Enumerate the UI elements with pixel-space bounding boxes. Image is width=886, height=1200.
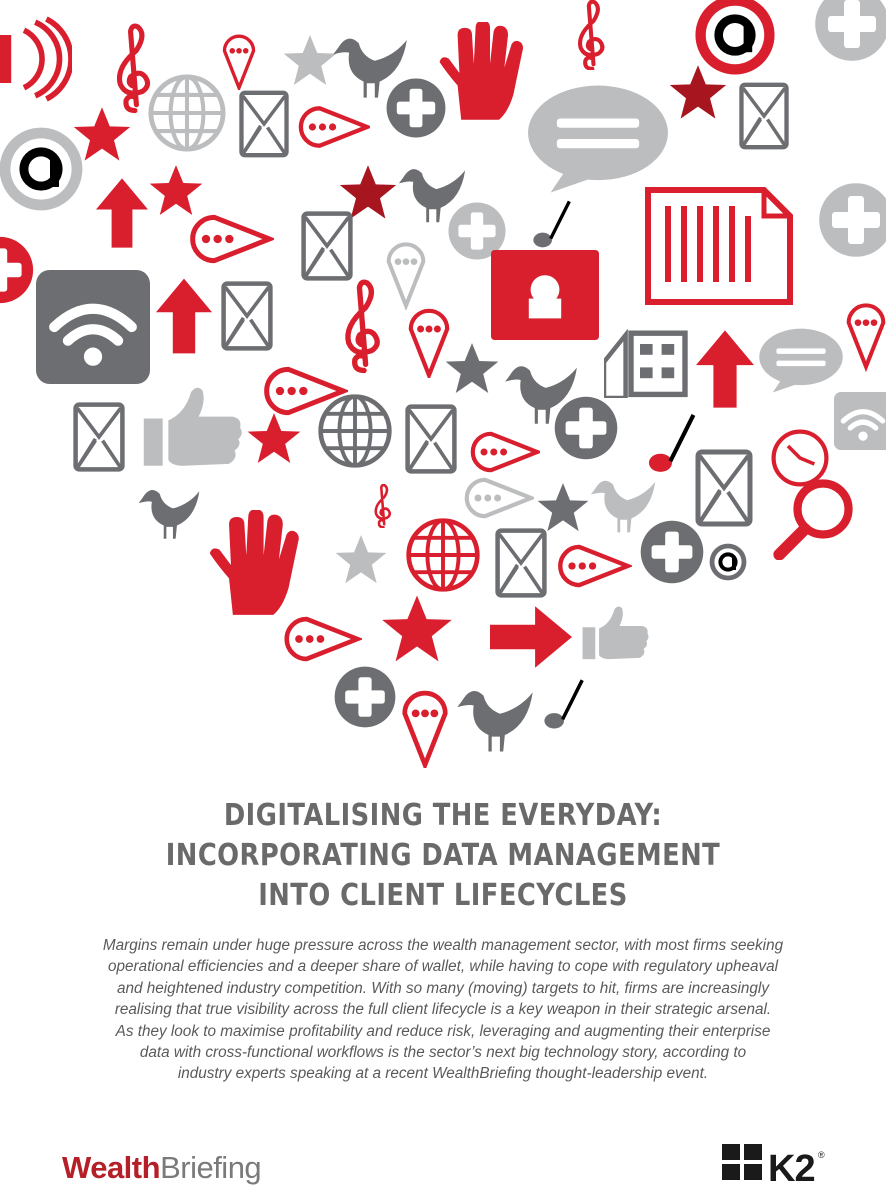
intro-line: As they look to maximise profitability and reduce risk, leveraging and augmenting their enterprise (115, 1022, 771, 1040)
headline-line-3: INTO CLIENT LIFECYCLES (258, 878, 628, 913)
chat-pin-icon (560, 547, 627, 585)
at-sign-icon (710, 544, 747, 581)
hand-icon (210, 509, 299, 615)
star-icon (446, 343, 499, 393)
wifi-icon (834, 392, 886, 450)
bird-icon (591, 481, 655, 533)
star-icon (382, 595, 452, 661)
plus-icon (387, 79, 446, 138)
intro-paragraph (80, 935, 806, 1085)
star-icon (336, 535, 387, 583)
envelope-icon (498, 531, 545, 596)
bird-icon (139, 490, 200, 539)
publisher-logo (62, 1150, 261, 1186)
at-sign-icon (0, 128, 82, 211)
star-icon (538, 483, 589, 531)
envelope-icon (741, 85, 786, 147)
bird-icon (457, 691, 532, 751)
star-icon (340, 165, 396, 218)
plus-icon (819, 183, 886, 257)
intro-line: and heightened industry competition. With so many (moving) targets to hit, firms are increasingly (117, 979, 769, 997)
arrow-up-icon (156, 279, 212, 354)
chat-pin-icon (287, 619, 358, 659)
hand-icon (440, 21, 523, 120)
music-note-icon (533, 201, 569, 247)
intro-line: industry experts speaking at a recent WealthBriefing thought-leadership event. (177, 1065, 709, 1083)
intro-line: operational efficiencies and a deeper share of wallet, while having to cope with regulatory upheaval (107, 958, 779, 976)
globe-icon (151, 77, 223, 149)
envelope-icon (304, 214, 351, 279)
chat-pin-icon (473, 434, 537, 470)
document-icon (648, 190, 790, 302)
intro-line: realising that true visibility across the full client lifecycle is a key weapon in their strategic arsenal. (114, 1001, 772, 1019)
photo-icon (491, 250, 599, 340)
speech-bubble-icon (759, 329, 843, 393)
sponsor-logo-text: K2 (768, 1148, 815, 1190)
music-note-icon (544, 680, 582, 728)
chat-pin-icon (849, 305, 884, 366)
arrow-up-icon (696, 330, 754, 407)
plus-icon (641, 521, 704, 584)
plus-icon (555, 397, 618, 460)
speech-bubble-icon (528, 86, 668, 193)
wifi-icon (36, 270, 150, 384)
chat-pin-icon (411, 311, 447, 375)
arrow-right-icon (490, 606, 572, 668)
plus-icon (815, 0, 886, 61)
envelope-icon (76, 405, 123, 470)
treble-clef-icon (348, 282, 377, 370)
publisher-logo-regular: Briefing (160, 1150, 262, 1185)
treble-clef-icon (580, 2, 602, 69)
chat-pin-icon (389, 244, 424, 305)
star-icon (670, 65, 726, 118)
chat-pin-icon (224, 36, 253, 88)
at-sign-icon (695, 0, 774, 75)
treble-clef-icon (119, 26, 147, 110)
globe-icon (409, 521, 478, 590)
star-icon (284, 35, 337, 85)
headline-line-1: DIGITALISING THE EVERYDAY: (223, 798, 663, 833)
plus-icon (0, 237, 33, 303)
thumbs-up-icon (144, 388, 242, 466)
chat-pin-icon (405, 693, 446, 765)
headline-line-2: INCORPORATING DATA MANAGEMENT (165, 838, 721, 873)
treble-clef-icon (376, 485, 390, 527)
speaker-icon (0, 19, 71, 99)
building-icon (604, 333, 685, 398)
envelope-icon (241, 93, 286, 155)
globe-icon (321, 397, 390, 466)
intro-line: data with cross-functional workflows is the sector’s next big technology story, according to (139, 1044, 747, 1062)
clock-icon (774, 432, 827, 485)
envelope-icon (698, 452, 750, 524)
chat-pin-icon (467, 480, 531, 516)
intro-line: Margins remain under huge pressure across the wealth management sector, with most firms seeking (102, 937, 784, 954)
arrow-up-icon (96, 178, 148, 247)
star-icon (248, 413, 301, 463)
star-icon (150, 165, 203, 215)
sponsor-registered-mark: ® (818, 1150, 825, 1160)
plus-icon (335, 667, 396, 728)
magnifier-icon (779, 483, 848, 554)
star-icon (74, 107, 130, 160)
chat-pin-icon (301, 108, 367, 145)
envelope-icon (224, 284, 271, 349)
chat-pin-icon (193, 217, 270, 260)
music-note-icon (649, 415, 694, 472)
envelope-icon (408, 407, 455, 472)
publisher-logo-bold: Wealth (62, 1150, 161, 1185)
thumbs-up-icon (583, 607, 649, 660)
